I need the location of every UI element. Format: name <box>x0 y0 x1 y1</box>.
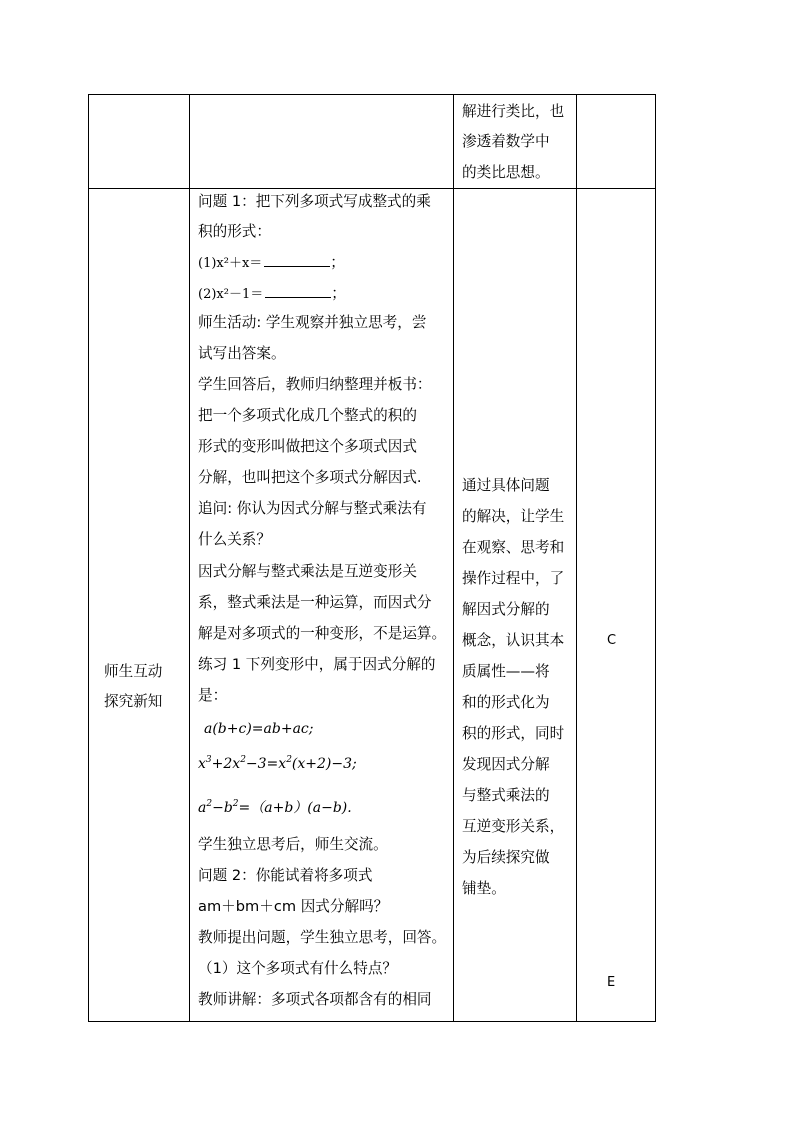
formula-3 <box>198 798 352 818</box>
row1-design-intent-cell <box>454 94 576 188</box>
exponent: 2 <box>206 799 213 809</box>
question1-line: （1）这个多项式有什么特点？ <box>198 960 398 977</box>
followup-line: 什么关系？ <box>198 531 271 548</box>
intent-line: 的解决，让学生 <box>462 508 565 525</box>
problem1-line: 积的形式： <box>198 223 271 240</box>
summary-line: 形式的变形叫做把这个多项式因式 <box>198 438 417 455</box>
problem1-line: 问题 1：把下列多项式写成整式的乘 <box>198 193 431 210</box>
text-line: 渗透着数学中 <box>462 133 550 150</box>
intent-line: 发现因式分解 <box>462 756 550 773</box>
mark-e: E <box>607 975 616 990</box>
design-intent-cell <box>454 189 576 1021</box>
table-border-bottom <box>88 1021 656 1022</box>
item-text: (1)x²＋x＝ <box>198 256 263 271</box>
semicolon: ； <box>331 285 346 302</box>
explain-line: 教师讲解：多项式各项都含有的相同 <box>198 991 432 1008</box>
stage-label-line: 探究新知 <box>104 693 163 710</box>
table-border-right <box>655 94 656 1022</box>
formula-part: (x+2)−3; <box>291 756 357 772</box>
relation-line: 解是对多项式的一种变形，不是运算。 <box>198 625 447 642</box>
intent-line: 在观察、思考和 <box>462 539 565 556</box>
text-line: 解进行类比，也 <box>462 103 565 120</box>
followup-line: 追问: 你认为因式分解与整式乘法有 <box>198 500 427 517</box>
intent-line: 概念，认识其本 <box>462 632 565 649</box>
problem2-line: am＋bm＋cm 因式分解吗？ <box>198 898 389 915</box>
summary-line: 分解，也叫把这个多项式分解因式. <box>198 469 422 486</box>
summary-line: 把一个多项式化成几个整式的积的 <box>198 407 417 424</box>
answer-blank <box>265 283 331 298</box>
intent-line: 互逆变形关系， <box>462 818 565 835</box>
exercise-line: 练习 1 下列变形中，属于因式分解的 <box>198 656 436 673</box>
lesson-plan-table <box>88 94 656 1022</box>
intent-line: 通过具体问题 <box>462 477 550 494</box>
intent-line: 操作过程中，了 <box>462 570 565 587</box>
exponent: 3 <box>205 755 212 765</box>
exponent: 2 <box>286 755 292 765</box>
formula-part: =（a+b）(a−b). <box>238 800 352 816</box>
semicolon: ； <box>330 254 345 271</box>
intent-line: 铺垫。 <box>462 880 506 897</box>
formula-part: −3=x <box>245 756 287 772</box>
exponent: 2 <box>232 799 239 809</box>
problem2-line: 问题 2：你能试着将多项式 <box>198 867 373 884</box>
formula-1: a(b+c)=ab+ac; <box>204 721 314 737</box>
text-line: 的类比思想。 <box>462 164 550 181</box>
problem1-item <box>198 252 345 274</box>
exponent: 2 <box>240 755 246 765</box>
relation-line: 系，整式乘法是一种运算，而因式分 <box>198 594 432 611</box>
stage-label-line: 师生互动 <box>104 663 163 680</box>
activity-line: 师生活动: 学生观察并独立思考，尝 <box>198 314 427 331</box>
intent-line: 质属性——将 <box>462 663 550 680</box>
activity-line: 试写出答案。 <box>198 345 286 362</box>
problem1-item <box>198 283 346 305</box>
answer-blank <box>264 252 330 267</box>
item-text: (2)x²－1＝ <box>198 287 264 302</box>
after-exercise-line: 学生独立思考后，师生交流。 <box>198 836 388 853</box>
intent-line: 解因式分解的 <box>462 601 550 618</box>
mark-c: C <box>607 633 617 648</box>
teacher-question-line: 教师提出问题，学生独立思考，回答。 <box>198 929 447 946</box>
formula-part: +2x <box>211 756 241 772</box>
formula-part: a <box>198 800 207 816</box>
intent-line: 和的形式化为 <box>462 694 550 711</box>
intent-line: 与整式乘法的 <box>462 787 550 804</box>
relation-line: 因式分解与整式乘法是互逆变形关 <box>198 563 417 580</box>
formula-part: x <box>198 756 206 772</box>
formula-part: −b <box>212 800 233 816</box>
mark-cell <box>577 189 655 1021</box>
summary-line: 学生回答后，教师归纳整理并板书： <box>198 376 432 393</box>
intent-line: 积的形式，同时 <box>462 725 565 742</box>
formula-2 <box>198 754 357 774</box>
exercise-line: 是： <box>198 687 228 704</box>
intent-line: 为后续探究做 <box>462 849 550 866</box>
teaching-content-cell <box>190 189 453 1021</box>
stage-cell <box>89 189 189 1021</box>
